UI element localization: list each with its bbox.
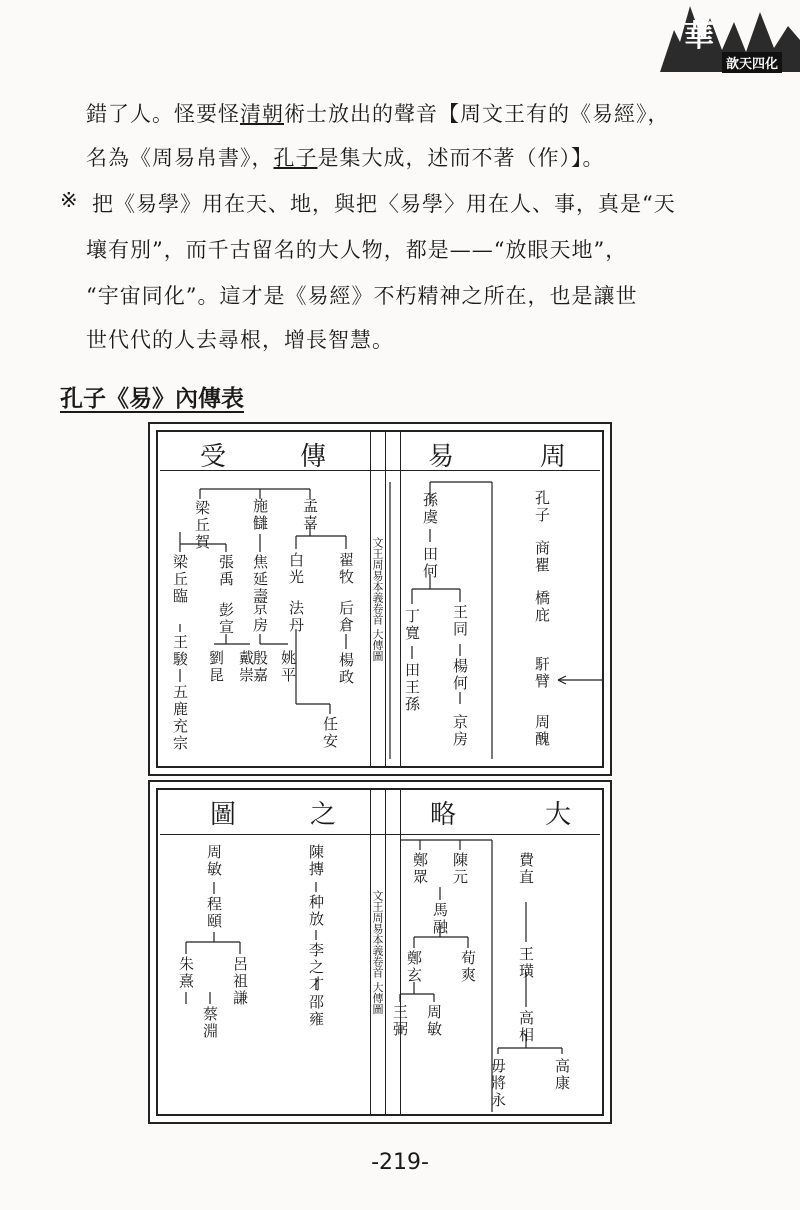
lineage-name: 五鹿充宗 [171,684,189,752]
lineage-name: 京房 [451,714,469,748]
title-char: 之 [310,800,337,830]
lineage-lines [150,782,610,1122]
lineage-name: 陳元 [451,852,469,886]
lineage-name: 姚平 [279,650,297,684]
lineage-name: 王同 [451,604,469,638]
paragraph-2-line-1: 把《易學》用在天、地，與把〈易學〉用在人、事，真是“天 [92,192,676,216]
lineage-name: 費直 [517,852,535,886]
paragraph-2-line-3: “宇宙同化”。這才是《易經》不朽精神之所在，也是讓世 [86,284,638,308]
section-heading: 孔子《易》內傳表 [60,385,244,412]
lineage-name: 梁丘賀 [193,500,211,551]
lineage-name: 蔡淵 [201,1006,219,1040]
lineage-name: 高康 [553,1058,571,1092]
lineage-name: 周敏 [425,1004,443,1038]
lineage-name: 呂祖謙 [231,956,249,1007]
lineage-name: 殷嘉 [251,650,269,684]
lineage-chart-bottom [148,780,612,1124]
lineage-name: 田王孫 [403,662,421,713]
lineage-name: 焦延壽 [251,554,269,605]
corner-logo [650,0,800,72]
lineage-name: 后倉 [337,600,355,634]
lineage-name: 王弼 [391,1004,409,1038]
lineage-name: 高相 [517,1010,535,1044]
reference-mark: ※ [60,188,78,212]
lineage-name: 馬融 [431,902,449,936]
lineage-name: 彭宣 [217,602,235,636]
title-char: 大 [545,800,572,830]
lineage-name: 翟牧 [337,552,355,586]
title-char: 周 [540,442,567,472]
lineage-name: 商瞿 [533,540,551,574]
paragraph-2-line-2: 壤有別”，而千古留名的大人物，都是——“放眼天地”， [86,238,628,262]
lineage-name: 周醜 [533,714,551,748]
lineage-name: 丁寬 [403,608,421,642]
title-char: 略 [430,800,457,830]
paragraph-2-line-4: 世代代的人去尋根，增長智慧。 [86,328,394,352]
lineage-name: 戴崇 [237,650,255,684]
lineage-name: 程頤 [205,896,223,930]
logo-text: 歆天四化 [722,52,782,73]
lineage-name: 鄭玄 [405,950,423,984]
lineage-name: 孟喜 [301,498,319,532]
lineage-name: 馯臂 [533,656,551,690]
lineage-chart-top [148,422,612,776]
title-char: 受 [200,442,227,472]
lineage-name: 橋庇 [533,590,551,624]
paragraph-1-line-1: 錯了人。怪要怪清朝術士放出的聲音【周文王有的《易經》， [86,102,670,126]
lineage-name: 陳摶 [307,844,325,878]
lineage-name: 楊政 [337,652,355,686]
lineage-name: 王駿 [171,634,189,668]
book-spine: 文王周易本義卷首 大傳圖 [370,430,386,768]
lineage-name: 鄭眾 [411,852,429,886]
title-char: 易 [428,442,455,472]
lineage-name: 張禹 [217,554,235,588]
lineage-name: 楊何 [451,658,469,692]
lineage-name: 朱熹 [177,956,195,990]
lineage-name: 法丹 [287,600,305,634]
lineage-name: 种放 [307,894,325,928]
svg-text:華: 華 [684,19,714,54]
lineage-name: 任安 [321,716,339,750]
lineage-name: 京房 [251,600,269,634]
paragraph-1-line-2: 名為《周易帛書》，孔子是集大成，述而不著（作）】。 [86,146,605,170]
lineage-name: 梁丘臨 [171,554,189,605]
lineage-name: 李之才 [307,942,325,993]
title-char: 傳 [300,442,327,472]
lineage-name: 王璜 [517,946,535,980]
lineage-name: 田何 [421,546,439,580]
lineage-name: 周敏 [205,844,223,878]
lineage-name: 孫虞 [421,492,439,526]
lineage-name: 邵雍 [307,994,325,1028]
lineage-name: 劉昆 [207,650,225,684]
lineage-name: 孔子 [533,490,551,524]
lineage-name: 毋將永 [489,1058,507,1109]
book-spine: 文王周易本義卷首 大傳圖 [370,788,386,1116]
lineage-name: 施讎 [251,498,269,532]
page-number: -219- [371,1150,429,1175]
title-char: 圖 [210,800,237,830]
lineage-name: 荀爽 [459,950,477,984]
lineage-name: 白光 [287,552,305,586]
